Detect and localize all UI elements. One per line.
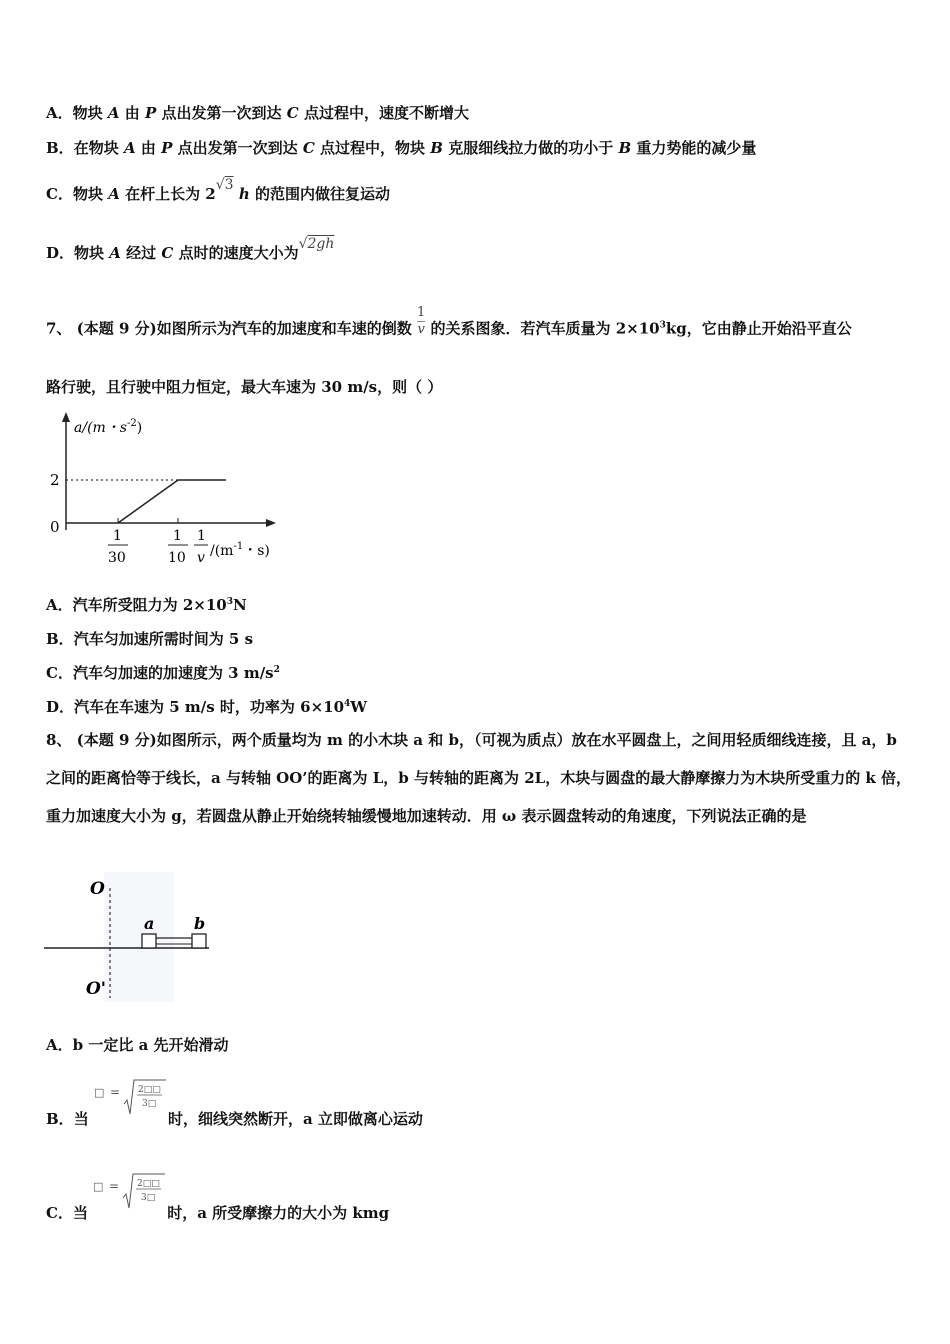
q6-option-c[interactable]: C．物块 A 在杆上长为 2√3 h 的范围内做往复运动 — [46, 177, 390, 203]
svg-text:=: = — [109, 1179, 120, 1193]
q7-option-d[interactable]: D．汽车在车速为 5 m/s 时，功率为 $6\times 10^4W$ — [46, 698, 368, 716]
q6-option-b[interactable]: B．在物块 A 由 P 点出发第一次到达 C 点过程中，物块 B 克服细线拉力做的功小于 B 重力势能的减少量 — [46, 139, 757, 157]
label-o: O — [90, 879, 105, 899]
q7-option-b[interactable]: B．汽车匀加速所需时间为 5 s — [46, 630, 254, 648]
sqrt-2gh: √2gh — [298, 236, 335, 252]
origin-label: 0 — [50, 518, 60, 536]
q8-option-c[interactable]: C．当 □ = 2□□ 3□ 时，a 所受摩擦力的大小为 kmg — [46, 1194, 389, 1234]
omega-formula-c — [93, 1179, 165, 1234]
x-tick-1-30-den: 30 — [108, 550, 126, 566]
q7-stem-line1: 7、 (本题 9 分)如图所示为汽车的加速度和车速的倒数 $\frac{1}{v}$ 的关系图象．若汽车质量为 $2\times 10^3kg$，它由静止开始沿平直公 — [46, 305, 852, 338]
q8-option-a[interactable]: A．b 一定比 a 先开始滑动 — [46, 1036, 229, 1054]
label-b: b — [194, 914, 206, 933]
x-tick-1-10-num: 1 — [173, 528, 182, 544]
svg-text:□: □ — [93, 1086, 105, 1099]
q6-option-d[interactable]: D．物块 A 经过 C 点时的速度大小为√2gh — [46, 236, 335, 262]
block-b — [192, 934, 206, 948]
x-axis-label-den: v — [197, 550, 205, 566]
svg-text:□: □ — [93, 1180, 104, 1193]
svg-text:3□: 3□ — [141, 1099, 157, 1109]
acceleration-vs-inverse-speed-graph — [44, 410, 284, 580]
q7-option-c[interactable]: C．汽车匀加速的加速度为 3 $m/s^2$ — [46, 664, 280, 682]
q6-option-a[interactable]: A．物块 A 由 P 点出发第一次到达 C 点过程中，速度不断增大 — [46, 104, 469, 122]
x-axis-label-num: 1 — [197, 528, 206, 544]
q8-option-b[interactable]: B．当 □ = 2□□ 3□ 时，细线突然断开，a 立即做离心运动 — [46, 1100, 423, 1140]
x-axis-arrow — [266, 519, 276, 527]
label-a: a — [144, 914, 155, 933]
q7-option-a[interactable]: A．汽车所受阻力为 $2\times 10^3N$ — [46, 596, 247, 614]
y-axis-label: a/(m・$s^{-2}$) — [74, 418, 143, 436]
block-a — [142, 934, 156, 948]
omega-formula-b — [93, 1085, 166, 1140]
svg-text:2□□: 2□□ — [137, 1179, 160, 1189]
sqrt-3: √3 — [215, 177, 234, 193]
x-axis-label-unit: $/(m^{-1}$・s) — [210, 541, 270, 559]
x-tick-1-10-den: 10 — [168, 550, 186, 566]
rotating-disk-figure — [44, 872, 219, 1002]
q7-stem-line2: 路行驶，且行驶中阻力恒定，最大车速为 30 m/s，则（ ） — [46, 378, 443, 396]
label-o-prime: O' — [86, 979, 107, 999]
svg-text:=: = — [109, 1085, 120, 1099]
graph-ramp-line — [118, 480, 178, 523]
svg-text:2□□: 2□□ — [137, 1085, 161, 1095]
x-tick-1-30-num: 1 — [113, 528, 122, 544]
fraction-1-over-v: $\frac{1}{v}$ — [417, 305, 426, 337]
y-tick-label-2: 2 — [50, 471, 60, 489]
y-axis-arrow — [62, 412, 70, 422]
svg-text:3□: 3□ — [141, 1193, 156, 1203]
q8-stem: 8、 (本题 9 分)如图所示，两个质量均为 m 的小木块 a 和 b，（可视为质点）放在水平圆盘上，之间用轻质细线连接，且 a，b 之间的距离恰等于线长，a 与转轴 OO’的距离为 L，b 与转轴的距离为 2L，木块与圆盘的最大静摩擦力为木块所受重力的 k 倍，重力加速度大小为 g，若圆盘从静止开始绕转轴缓慢地加速转动．用 ω 表示圆盘转动的角速度，下列说法正确的是 — [46, 731, 912, 825]
